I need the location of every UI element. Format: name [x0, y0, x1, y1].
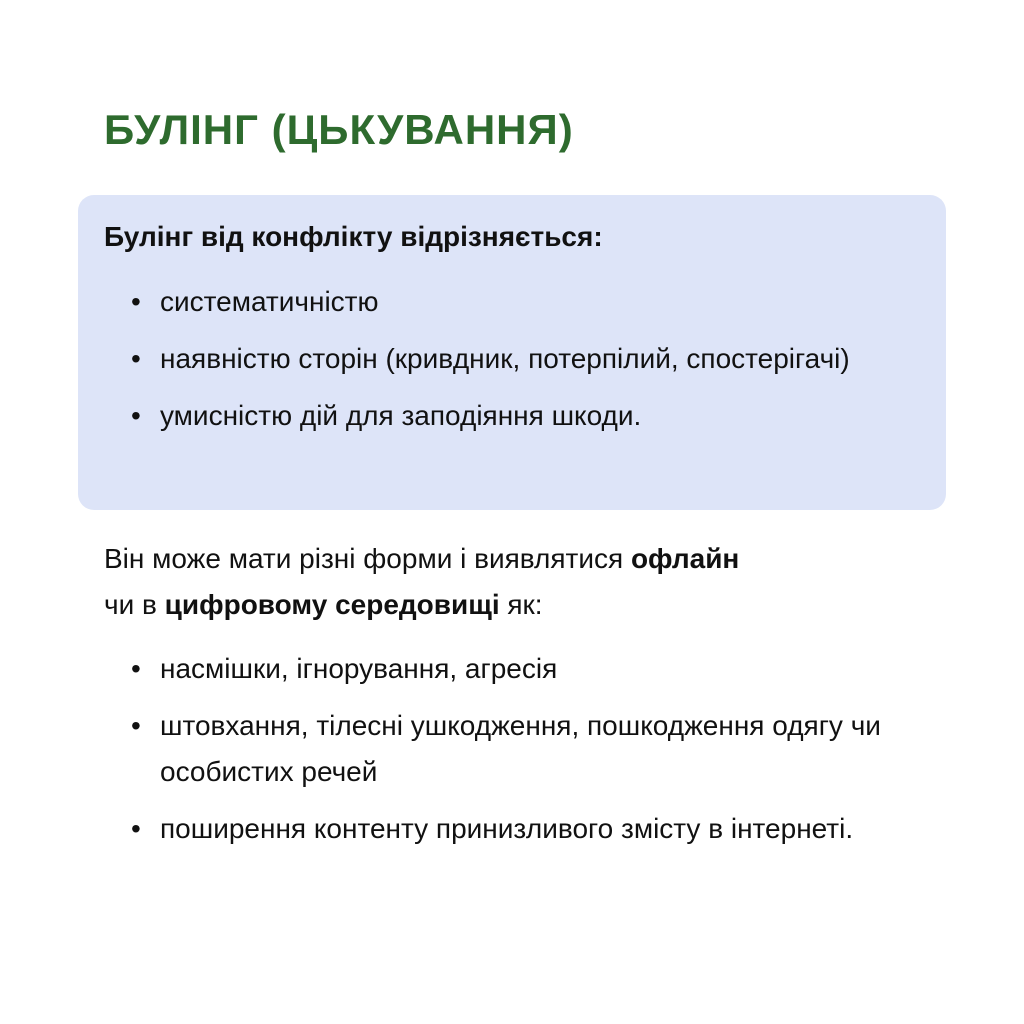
- page-title: БУЛІНГ (ЦЬКУВАННЯ): [104, 106, 574, 153]
- forms-paragraph: [104, 536, 924, 628]
- list-item-text: наявністю сторін (кривдник, потерпілий, спостерігачі): [160, 343, 850, 374]
- list-item-text: систематичністю: [160, 286, 379, 317]
- list-item-text: штовхання, тілесні ушкодження, пошкодження одягу чи особистих речей: [160, 710, 881, 787]
- list-item: [104, 806, 920, 852]
- paragraph-text: чи в: [104, 589, 165, 620]
- box-heading: Булінг від конфлікту відрізняється:: [104, 221, 603, 252]
- bullet-icon: •: [131, 653, 141, 684]
- forms-list: [104, 646, 944, 863]
- paragraph-text: Він може мати різні форми і виявлятися: [104, 543, 631, 574]
- list-item: [104, 703, 980, 795]
- list-item: [104, 336, 880, 382]
- bullet-icon: •: [131, 286, 141, 317]
- bullet-icon: •: [131, 343, 141, 374]
- paragraph-bold-digital: цифровому середовищі: [164, 589, 500, 620]
- bullet-icon: •: [131, 400, 141, 431]
- difference-list: [104, 279, 924, 450]
- info-box: [78, 195, 946, 510]
- list-item-text: поширення контенту принизливого змісту в інтернеті.: [160, 813, 854, 844]
- paragraph-text: як:: [499, 589, 543, 620]
- bullet-icon: •: [131, 710, 141, 741]
- bullet-icon: •: [131, 813, 141, 844]
- list-item-text: насмішки, ігнорування, агресія: [160, 653, 558, 684]
- list-item: [104, 646, 944, 692]
- list-item: [104, 393, 924, 439]
- list-item-text: умисністю дій для заподіяння шкоди.: [160, 400, 642, 431]
- paragraph-bold-offline: офлайн: [630, 543, 740, 574]
- list-item: [104, 279, 924, 325]
